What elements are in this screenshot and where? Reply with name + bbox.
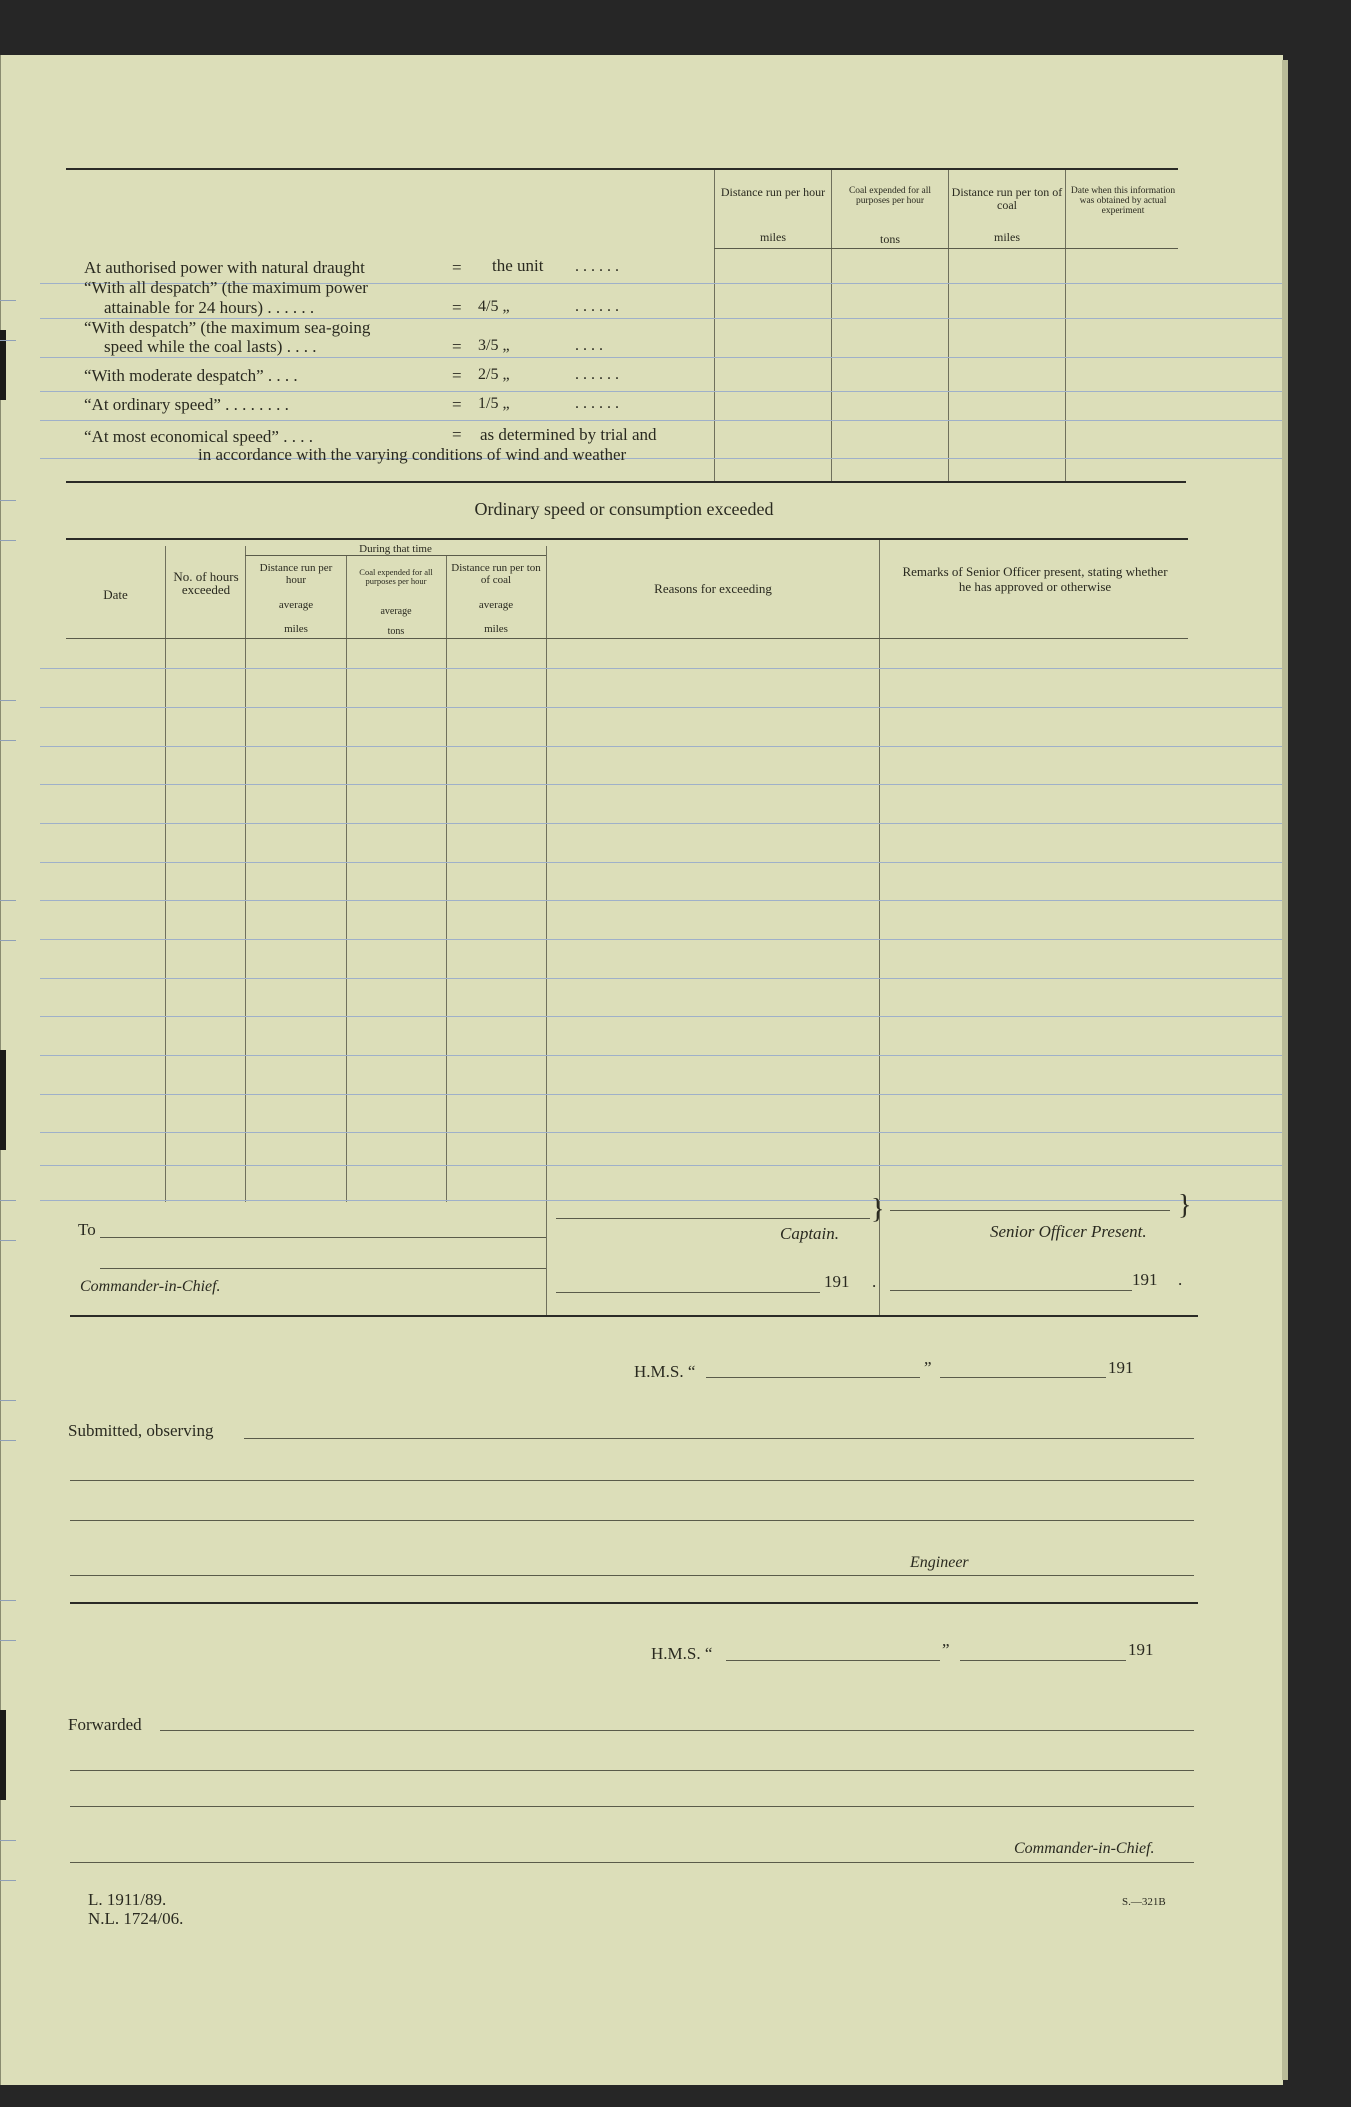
col-unit-miles-2: miles — [994, 230, 1020, 244]
commander-label-2: Commander-in-Chief. — [1014, 1840, 1155, 1857]
col-header-coal-hour: Coal expended for all purposes per hour — [359, 567, 433, 586]
row-value-fraction: 1/5 „ — [478, 395, 510, 412]
col-header-hours: No. of hours exceeded — [173, 569, 239, 597]
brace: } — [871, 1194, 885, 1225]
submitted-year: 191 — [1108, 1358, 1134, 1377]
submitted-label: Submitted, observing — [68, 1421, 214, 1440]
year-senior: 191 — [1132, 1270, 1158, 1289]
submitted-bottom-rule — [70, 1602, 1198, 1604]
forwarded-year: 191 — [1128, 1640, 1154, 1659]
hms-label: H.M.S. “ — [634, 1362, 696, 1381]
row-label-economical: “At most economical speed” . . . . — [84, 427, 313, 446]
top-rule — [66, 168, 1178, 170]
senior-officer-label: Senior Officer Present. — [990, 1222, 1147, 1241]
row-value-unit: the unit — [492, 256, 544, 275]
col-header-dist-hour: Distance run per hour — [259, 562, 333, 586]
exceeded-top-rule — [66, 538, 1188, 540]
form-number: S.—321B — [1122, 1896, 1166, 1908]
footer-ref-2: N.L. 1724/06. — [88, 1909, 184, 1928]
signature-bottom-rule — [70, 1315, 1198, 1317]
col-header-distance-hour: Distance run per hour — [720, 185, 826, 199]
row-label-moderate: “With moderate despatch” . . . . — [84, 366, 298, 385]
to-label: To — [78, 1220, 96, 1239]
col-header-remarks: Remarks of Senior Officer present, stating whether he has approved or otherwise — [902, 564, 1168, 594]
footer-ref-1: L. 1911/89. — [88, 1890, 167, 1909]
hms-label-2: H.M.S. “ — [651, 1644, 713, 1663]
page-edge — [1282, 60, 1288, 2080]
col-header-distance-ton: Distance run per ton of coal — [951, 185, 1063, 212]
col-header-date-obtained: Date when this information was obtained by actual experiment — [1070, 186, 1176, 216]
exceeded-title: Ordinary speed or consumption exceeded — [474, 499, 774, 519]
brace: } — [1178, 1190, 1192, 1221]
row-value-fraction: 2/5 „ — [478, 366, 510, 383]
commander-label: Commander-in-Chief. — [80, 1278, 221, 1295]
col-header-reasons: Reasons for exceeding — [654, 581, 772, 596]
binder-mark — [0, 1050, 6, 1150]
row-label-despatch: “With despatch” (the maximum sea-going — [84, 318, 371, 337]
row-label-authorised: At authorised power with natural draught — [84, 258, 365, 277]
row-value-fraction: 4/5 „ — [478, 298, 510, 315]
forwarded-label: Forwarded — [68, 1715, 142, 1734]
year-captain: 191 — [824, 1272, 850, 1291]
col-unit-miles: miles — [760, 230, 786, 244]
col-unit-tons: tons — [879, 232, 900, 246]
col-header-date: Date — [103, 587, 128, 602]
row-value-trial: as determined by trial and — [480, 425, 657, 444]
row-value-fraction: 3/5 „ — [478, 337, 510, 354]
form-page — [0, 55, 1283, 2085]
top-table-bottom-rule — [66, 481, 1186, 483]
engineer-label: Engineer — [910, 1554, 969, 1571]
row-label-all-despatch: “With all despatch” (the maximum power — [84, 278, 368, 297]
captain-label: Captain. — [780, 1224, 840, 1243]
col-header-coal: Coal expended for all purposes per hour — [848, 186, 932, 206]
col-header-dist-ton: Distance run per ton of coal — [451, 562, 541, 586]
binder-mark — [0, 1710, 6, 1800]
group-header-during: During that time — [359, 543, 432, 555]
row-label-ordinary: “At ordinary speed” . . . . . . . . — [84, 395, 289, 414]
